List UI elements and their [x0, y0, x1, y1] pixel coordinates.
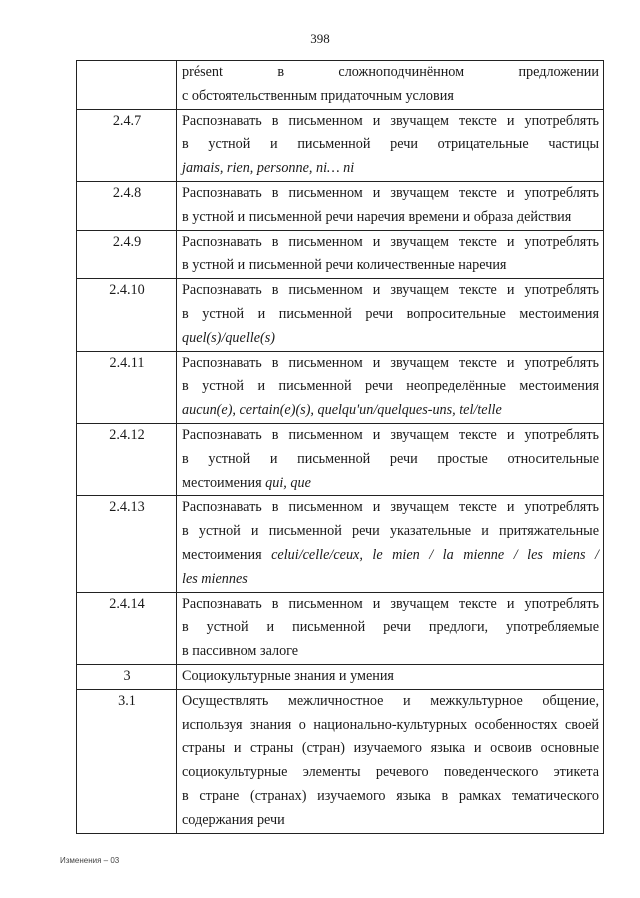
description-line: страны и страны (стран) изучаемого языка и освоив основные	[182, 740, 599, 757]
description-line: в устной и письменной речи неопределённые местоимения	[182, 378, 599, 395]
row-description	[177, 423, 604, 495]
description-line: с обстоятельственным придаточным условия	[182, 87, 454, 104]
row-description	[177, 689, 604, 833]
description-line: Распознавать в письменном и звучащем тексте и употреблять	[182, 282, 599, 299]
table-row	[77, 279, 604, 351]
description-line: les miennes	[182, 570, 248, 587]
description-line: Распознавать в письменном и звучащем тексте и употреблять	[182, 112, 599, 129]
row-description	[177, 109, 604, 181]
row-description	[177, 592, 604, 664]
description-line: aucun(e), certain(e)(s), quelqu'un/quelques-uns, tel/telle	[182, 402, 502, 419]
table-row	[77, 664, 604, 689]
description-line: Социокультурные знания и умения	[182, 667, 394, 684]
row-description	[177, 279, 604, 351]
description-line: в устной и письменной речи количественные наречия	[182, 257, 507, 274]
description-line: местоимения celui/celle/ceux, le mien / la mienne / les miens /	[182, 546, 599, 563]
row-code: 3.1	[77, 689, 177, 833]
description-line: в устной и письменной речи вопросительные местоимения	[182, 305, 599, 322]
table-row	[77, 423, 604, 495]
description-line: используя знания о национально-культурных особенностях своей	[182, 716, 599, 733]
row-code: 2.4.9	[77, 230, 177, 279]
description-line: социокультурные элементы речевого поведенческого этикета	[182, 764, 599, 781]
italic-term: celui/celle/ceux, le mien / la mienne / les miens /	[271, 546, 599, 563]
row-code: 2.4.11	[77, 351, 177, 423]
table-row	[77, 351, 604, 423]
description-line: présent в сложноподчинённом предложении	[182, 64, 599, 80]
table-row	[77, 230, 604, 279]
description-line: Распознавать в письменном и звучащем тексте и употреблять	[182, 354, 599, 371]
row-code: 2.4.7	[77, 109, 177, 181]
description-line: в устной и письменной речи предлоги, употребляемые	[182, 619, 599, 636]
description-line: Распознавать в письменном и звучащем тексте и употреблять	[182, 595, 599, 612]
table-row	[77, 689, 604, 833]
description-line: Осуществлять межличностное и межкультурное общение,	[182, 692, 599, 709]
row-code: 3	[77, 664, 177, 689]
description-line: в стране (странах) изучаемого языка в рамках тематического	[182, 787, 599, 804]
page-footer: Изменения – 03	[60, 856, 120, 865]
description-line: в устной и письменной речи указательные и притяжательные	[182, 523, 599, 540]
row-code: 2.4.14	[77, 592, 177, 664]
row-code: 2.4.10	[77, 279, 177, 351]
description-line: jamais, rien, personne, ni… ni	[182, 160, 355, 177]
description-line: в устной и письменной речи наречия времени и образа действия	[182, 208, 572, 225]
description-line: местоимения qui, que	[182, 474, 311, 491]
table-row	[77, 496, 604, 592]
table-row	[77, 61, 604, 110]
row-description	[177, 230, 604, 279]
description-line: в пассивном залоге	[182, 643, 299, 660]
table-row	[77, 181, 604, 230]
row-description	[177, 181, 604, 230]
description-line: Распознавать в письменном и звучащем тексте и употреблять	[182, 499, 599, 516]
italic-term: qui, que	[265, 474, 311, 491]
description-line: содержания речи	[182, 811, 285, 828]
page-number: 398	[310, 31, 330, 46]
description-line: Распознавать в письменном и звучащем тексте и употреблять	[182, 426, 599, 443]
row-description	[177, 351, 604, 423]
description-line: Распознавать в письменном и звучащем тексте и употреблять	[182, 233, 599, 250]
row-description	[177, 61, 604, 110]
table-row	[77, 109, 604, 181]
row-code: 2.4.8	[77, 181, 177, 230]
row-code	[77, 61, 177, 110]
description-line: в устной и письменной речи простые относительные	[182, 450, 599, 467]
row-description	[177, 664, 604, 689]
row-description	[177, 496, 604, 592]
description-line: Распознавать в письменном и звучащем тексте и употреблять	[182, 184, 599, 201]
requirements-table	[76, 60, 604, 834]
description-line: quel(s)/quelle(s)	[182, 329, 275, 346]
table-row	[77, 592, 604, 664]
row-code: 2.4.12	[77, 423, 177, 495]
row-code: 2.4.13	[77, 496, 177, 592]
description-line: в устной и письменной речи отрицательные частицы	[182, 136, 599, 153]
